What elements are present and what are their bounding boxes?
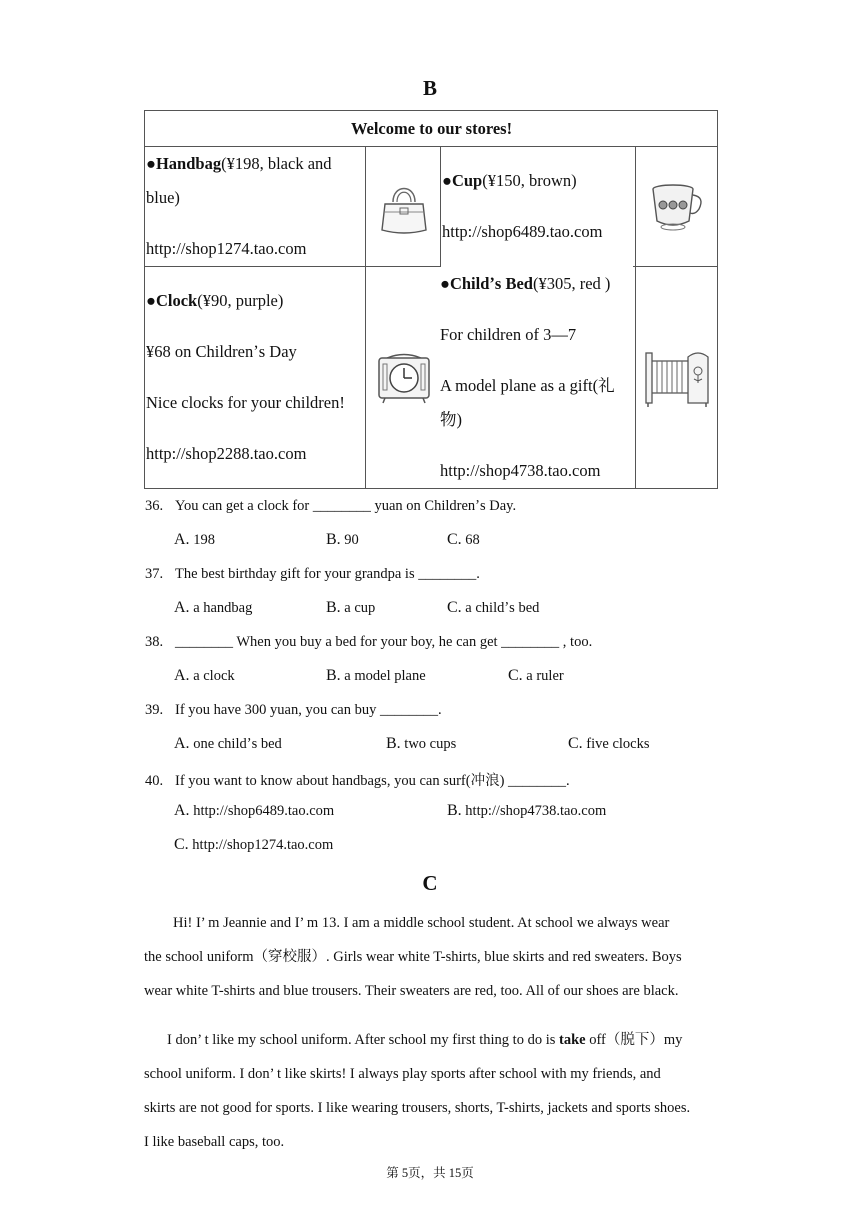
crib-icon <box>642 347 712 409</box>
handbag-image-cell <box>366 147 441 267</box>
p1-line-3: wear white T-shirts and blue trousers. Their sweaters are red, too. All of our shoes are black. <box>144 983 679 999</box>
cup-name: Cup <box>451 171 483 190</box>
p2-line-2: school uniform. I don’ t like skirts! I always play sports after school with my friends, and <box>144 1066 661 1082</box>
cup-cell <box>441 147 636 267</box>
option-36-c[interactable]: C. 68 <box>447 531 480 548</box>
merge-mask <box>441 265 633 268</box>
option-38-c[interactable]: C. a ruler <box>508 667 564 684</box>
p2-line-1: I don’ t like my school uniform. After school my first thing to do is take off（脱下）my <box>167 1032 683 1048</box>
take-keyword: take <box>559 1032 586 1048</box>
clock-slogan: Nice clocks for your children! <box>146 393 345 412</box>
bed-age: For children of 3—7 <box>440 325 577 344</box>
handbag-icon <box>379 178 429 236</box>
option-38-b[interactable]: B. a model plane <box>326 667 426 684</box>
option-36-a[interactable]: A. 198 <box>174 531 215 548</box>
p2-line-3: skirts are not good for sports. I like wearing trousers, shorts, T-shirts, jackets and sports shoes. <box>144 1100 691 1116</box>
option-37-c[interactable]: C. a childʼs bed <box>447 599 540 616</box>
p1-line-2: the school uniform（穿校服）. Girls wear white T-shirts, blue skirts and red sweaters. Boys <box>144 949 682 965</box>
option-36-b[interactable]: B. 90 <box>326 531 359 548</box>
table-title: Welcome to our stores! <box>145 111 718 147</box>
bed-name: Childʼs Bed <box>449 274 533 293</box>
clock-cell <box>145 267 366 489</box>
handbag-name: Handbag <box>155 154 222 173</box>
bed-image-cell <box>636 267 718 489</box>
question-36: 36. You can get a clock for ________ yuan on Childrenʼs Day. <box>145 498 517 514</box>
handbag-cell <box>145 147 366 267</box>
clock-info: ●Clock(¥90, purple) <box>146 291 284 310</box>
bed-gift: A model plane as a gift(礼 <box>440 376 615 395</box>
clock-icon <box>375 352 433 404</box>
cup-image-cell <box>636 147 718 267</box>
page-footer: 第 5页，共 15页 <box>386 1166 474 1180</box>
cup-url: http://shop6489.tao.com <box>442 222 603 241</box>
cup-icon <box>649 181 705 233</box>
option-40-a[interactable]: A. http://shop6489.tao.com <box>174 802 335 819</box>
option-39-b[interactable]: B. two cups <box>386 735 457 752</box>
question-40: 40. If you want to know about handbags, you can surf(冲浪) ________. <box>145 773 570 789</box>
passage-paragraph-2 <box>144 1023 724 1159</box>
clock-image-cell <box>366 267 441 489</box>
handbag-url: http://shop1274.tao.com <box>146 239 307 258</box>
option-37-b[interactable]: B. a cup <box>326 599 376 616</box>
p1-line-1: Hi! I’ m Jeannie and I’ m 13. I am a middle school student. At school we always wear <box>173 915 670 931</box>
section-b-heading: B <box>422 76 437 100</box>
option-40-b[interactable]: B. http://shop4738.tao.com <box>447 802 607 819</box>
clock-url: http://shop2288.tao.com <box>146 444 307 463</box>
question-38: 38. ________ When you buy a bed for your boy, he can get ________ , too. <box>145 634 593 650</box>
cup-info: ●Cup(¥150, brown) <box>442 171 577 190</box>
option-39-c[interactable]: C. five clocks <box>568 735 650 752</box>
clock-name: Clock <box>155 291 198 310</box>
section-c-heading: C <box>422 871 438 895</box>
handbag-info: ●Handbag(¥198, black and <box>146 154 332 173</box>
option-39-a[interactable]: A. one childʼs bed <box>174 735 282 752</box>
clock-sale: ¥68 on Childrenʼs Day <box>146 342 297 361</box>
option-37-a[interactable]: A. a handbag <box>174 599 253 616</box>
p2-line-4: I like baseball caps, too. <box>144 1134 285 1150</box>
handbag-info-2: blue) <box>146 188 180 207</box>
question-39: 39. If you have 300 yuan, you can buy ________. <box>145 702 442 718</box>
option-40-c[interactable]: C. http://shop1274.tao.com <box>174 836 334 853</box>
option-38-a[interactable]: A. a clock <box>174 667 235 684</box>
bed-url: http://shop4738.tao.com <box>440 461 601 480</box>
question-37: 37. The best birthday gift for your grandpa is ________. <box>145 566 480 582</box>
passage-paragraph-1 <box>144 906 724 1008</box>
bed-info: ●Childʼs Bed(¥305, red ) <box>440 274 611 293</box>
bed-gift-2: 物) <box>440 410 462 429</box>
bed-info-block <box>440 267 632 488</box>
